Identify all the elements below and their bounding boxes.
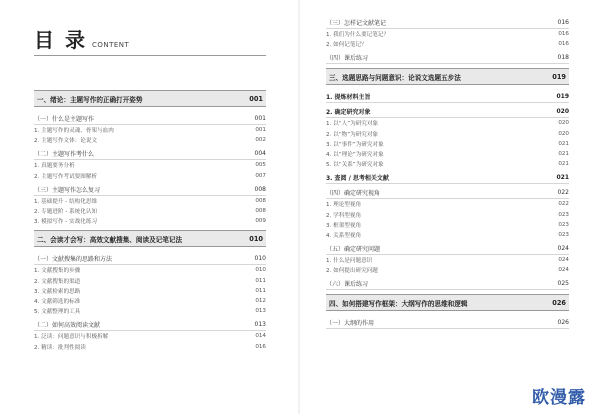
toc-page-number: 023 <box>558 231 569 238</box>
toc-entry-title: （一）文献搜集的思路和方法 <box>34 256 113 264</box>
toc-section-row[interactable] <box>326 243 569 255</box>
toc-entry-title: （三）怎样记文献笔记 <box>326 20 387 27</box>
toc-page-number: 013 <box>254 321 266 329</box>
toc-page-number: 008 <box>255 208 266 215</box>
toc-chapter-row[interactable] <box>34 90 266 107</box>
toc-section-row[interactable] <box>326 52 569 64</box>
toc-page-number: 021 <box>556 174 569 182</box>
toc-entry-title: 2. 学科型视角 <box>326 212 362 219</box>
toc-item-row[interactable] <box>34 206 266 216</box>
toc-entry-title: （四）课后练习 <box>326 55 369 63</box>
toc-page-number: 001 <box>255 127 266 134</box>
toc-page-number: 020 <box>558 130 569 137</box>
toc-entry-title: 5. 文献整理的工具 <box>34 309 81 316</box>
toc-page-number: 016 <box>558 31 569 38</box>
toc-item-row[interactable] <box>326 265 569 275</box>
toc-page-number: 018 <box>557 54 569 62</box>
toc-page-number: 019 <box>556 93 569 101</box>
toc-entry-title: 1. 什么是问题意识 <box>326 258 373 265</box>
toc-entry-title: 5. 以“关系”为研究对象 <box>326 162 384 169</box>
toc-page-number: 023 <box>558 211 569 218</box>
toc-page-number: 021 <box>558 161 569 168</box>
toc-entry-title: 一、绪论：主题写作的正确打开姿势 <box>37 95 143 104</box>
toc-item-row[interactable] <box>34 196 266 206</box>
toc-entry-title: 2. 主题写作考试要图解析 <box>34 173 98 180</box>
toc-page-number: 008 <box>255 197 266 204</box>
toc-page-number: 021 <box>558 140 569 147</box>
toc-page-number: 010 <box>249 234 263 243</box>
toc-section-row[interactable] <box>326 278 569 290</box>
toc-page-number: 001 <box>249 94 263 103</box>
toc-entry-title: 3. 查阅 / 思考相关文献 <box>326 175 389 183</box>
toc-page-number: 002 <box>255 137 266 144</box>
toc-section-row[interactable] <box>326 91 569 103</box>
toc-page-number: 010 <box>255 267 266 274</box>
toc-entry-title: （一）大纲的作用 <box>326 320 375 328</box>
toc-item-row[interactable] <box>326 255 569 265</box>
toc-item-row[interactable] <box>326 129 569 139</box>
toc-entry-title: （四）确定研究视角 <box>326 190 381 198</box>
toc-item-row[interactable] <box>34 341 266 351</box>
toc-page-number: 009 <box>255 218 266 225</box>
toc-entry-title: 2. 主题写作文体：论说文 <box>34 138 98 145</box>
toc-item-row[interactable] <box>326 220 569 230</box>
toc-entry-title: 1. 基础提升 - 结构化思维 <box>34 198 98 205</box>
toc-page-number: 022 <box>558 201 569 208</box>
toc-entry-title: （二）主题写作考什么 <box>34 151 95 159</box>
watermark-logo: 欧漫露 <box>532 388 586 408</box>
toc-entry-title: 1. 提炼材料主旨 <box>326 94 371 102</box>
toc-section-row[interactable] <box>326 187 569 199</box>
toc-item-row[interactable] <box>326 139 569 149</box>
toc-page-number: 016 <box>558 41 569 48</box>
toc-entry-title: （一）什么是主题写作 <box>34 116 95 123</box>
toc-entry-title: 4. 以“理论”为研究对象 <box>326 152 384 159</box>
toc-list-right <box>326 17 569 329</box>
toc-page-number: 011 <box>255 277 266 284</box>
toc-page-number: 013 <box>255 308 266 315</box>
toc-entry-title: 1. 我们为什么要记笔记？ <box>326 32 390 39</box>
toc-item-row[interactable] <box>326 149 569 159</box>
toc-entry-title: 2. 如何记笔记？ <box>326 42 367 49</box>
toc-section-row[interactable] <box>34 113 266 125</box>
toc-entry-title: 2. 精读：批判性阅读 <box>34 344 86 351</box>
toc-entry-title: 3. 以“事件”为研究对象 <box>326 141 384 148</box>
toc-entry-title: 二、会读才会写：高效文献搜集、阅读及记笔记法 <box>37 235 183 244</box>
toc-page-number: 020 <box>556 108 569 116</box>
toc-heading <box>34 24 266 56</box>
toc-item-row[interactable] <box>34 276 266 286</box>
toc-chapter-row[interactable] <box>326 68 569 85</box>
toc-item-row[interactable] <box>34 135 266 145</box>
toc-chapter-row[interactable] <box>326 294 569 311</box>
toc-item-row[interactable] <box>326 199 569 209</box>
toc-page-number: 024 <box>558 257 569 264</box>
toc-page-number: 019 <box>552 72 566 81</box>
toc-section-row[interactable] <box>326 317 569 329</box>
toc-page-number: 025 <box>557 280 569 288</box>
toc-title: 目 录 <box>34 28 87 52</box>
toc-item-row[interactable] <box>326 39 569 49</box>
toc-item-row[interactable] <box>34 306 266 316</box>
toc-page-number: 016 <box>557 19 569 26</box>
right-page <box>300 0 594 414</box>
toc-item-row[interactable] <box>326 159 569 169</box>
toc-section-row[interactable] <box>34 184 266 196</box>
toc-item-row[interactable] <box>326 118 569 128</box>
toc-entry-title: 2. 确定研究对象 <box>326 109 371 117</box>
toc-page-number: 024 <box>558 267 569 274</box>
toc-item-row[interactable] <box>34 216 266 226</box>
toc-entry-title: 1. 泛读：问题意识与积极拆解 <box>34 334 109 341</box>
toc-entry-title: （二）如何高效阅读文献 <box>34 322 101 330</box>
toc-page-number: 020 <box>558 120 569 127</box>
toc-section-row[interactable] <box>34 148 266 160</box>
toc-item-row[interactable] <box>326 210 569 220</box>
toc-section-row[interactable] <box>326 172 569 184</box>
toc-list-left <box>34 90 266 352</box>
toc-page-number: 001 <box>254 115 266 122</box>
toc-item-row[interactable] <box>34 125 266 135</box>
toc-entry-title: 3. 框架型视角 <box>326 222 362 229</box>
toc-page-number: 021 <box>558 151 569 158</box>
toc-page-number: 022 <box>557 189 569 197</box>
toc-page-number: 026 <box>557 319 569 327</box>
toc-page-number: 004 <box>254 150 266 158</box>
toc-page-number: 011 <box>255 287 266 294</box>
toc-page-number: 005 <box>255 162 266 169</box>
toc-entry-title: 1. 理论型视角 <box>326 202 362 209</box>
toc-page-number: 026 <box>552 298 566 307</box>
toc-entry-title: 4. 关系型视角 <box>326 232 362 239</box>
toc-entry-title: （三）主题写作怎么复习 <box>34 186 101 194</box>
toc-entry-title: （六）课后练习 <box>326 281 369 289</box>
toc-item-row[interactable] <box>34 265 266 275</box>
toc-entry-title: 2. 如何提出研究问题 <box>326 268 378 275</box>
toc-entry-title: 2. 文献搜集的渠道 <box>34 278 81 285</box>
toc-item-row[interactable] <box>326 29 569 39</box>
toc-item-row[interactable] <box>34 296 266 306</box>
toc-page-number: 008 <box>254 185 266 193</box>
toc-section-row[interactable] <box>34 319 266 331</box>
toc-page-number: 010 <box>254 255 266 263</box>
toc-item-row[interactable] <box>34 171 266 181</box>
toc-entry-title: 3. 模拟写作 - 实战化练习 <box>34 219 98 226</box>
toc-page-number: 023 <box>558 221 569 228</box>
toc-item-row[interactable] <box>34 331 266 341</box>
toc-entry-title: 1. 文献搜集的步骤 <box>34 268 81 275</box>
toc-section-row[interactable] <box>34 253 266 265</box>
toc-page-number: 014 <box>255 333 266 340</box>
toc-page-number: 024 <box>557 245 569 253</box>
toc-entry-title: （五）确定研究问题 <box>326 246 381 254</box>
toc-item-row[interactable] <box>34 160 266 170</box>
toc-entry-title: 4. 文献筛选的标准 <box>34 298 81 305</box>
toc-entry-title: 2. 以“物”为研究对象 <box>326 131 379 138</box>
toc-item-row[interactable] <box>326 230 569 240</box>
toc-item-row[interactable] <box>34 286 266 296</box>
toc-page-number: 016 <box>255 343 266 350</box>
toc-section-row[interactable] <box>326 17 569 29</box>
toc-entry-title: 四、如何搭建写作框架：大纲写作的思维和逻辑 <box>329 299 468 308</box>
toc-page-number: 012 <box>255 297 266 304</box>
toc-page-number: 007 <box>255 172 266 179</box>
toc-entry-title: 1. 真题要务分析 <box>34 163 75 170</box>
toc-entry-title: 3. 文献检索的思路 <box>34 288 81 295</box>
toc-chapter-row[interactable] <box>34 230 266 247</box>
toc-section-row[interactable] <box>326 106 569 118</box>
toc-entry-title: 1. 以“人”为研究对象 <box>326 121 379 128</box>
toc-entry-title: 2. 专题进阶 - 系统化认知 <box>34 209 98 216</box>
toc-title-en: CONTENT <box>91 41 130 49</box>
toc-entry-title: 1. 主题写作的灵魂、骨架与血肉 <box>34 128 114 135</box>
toc-entry-title: 三、选题思路与问题意识：论说文选题五步法 <box>329 73 461 82</box>
